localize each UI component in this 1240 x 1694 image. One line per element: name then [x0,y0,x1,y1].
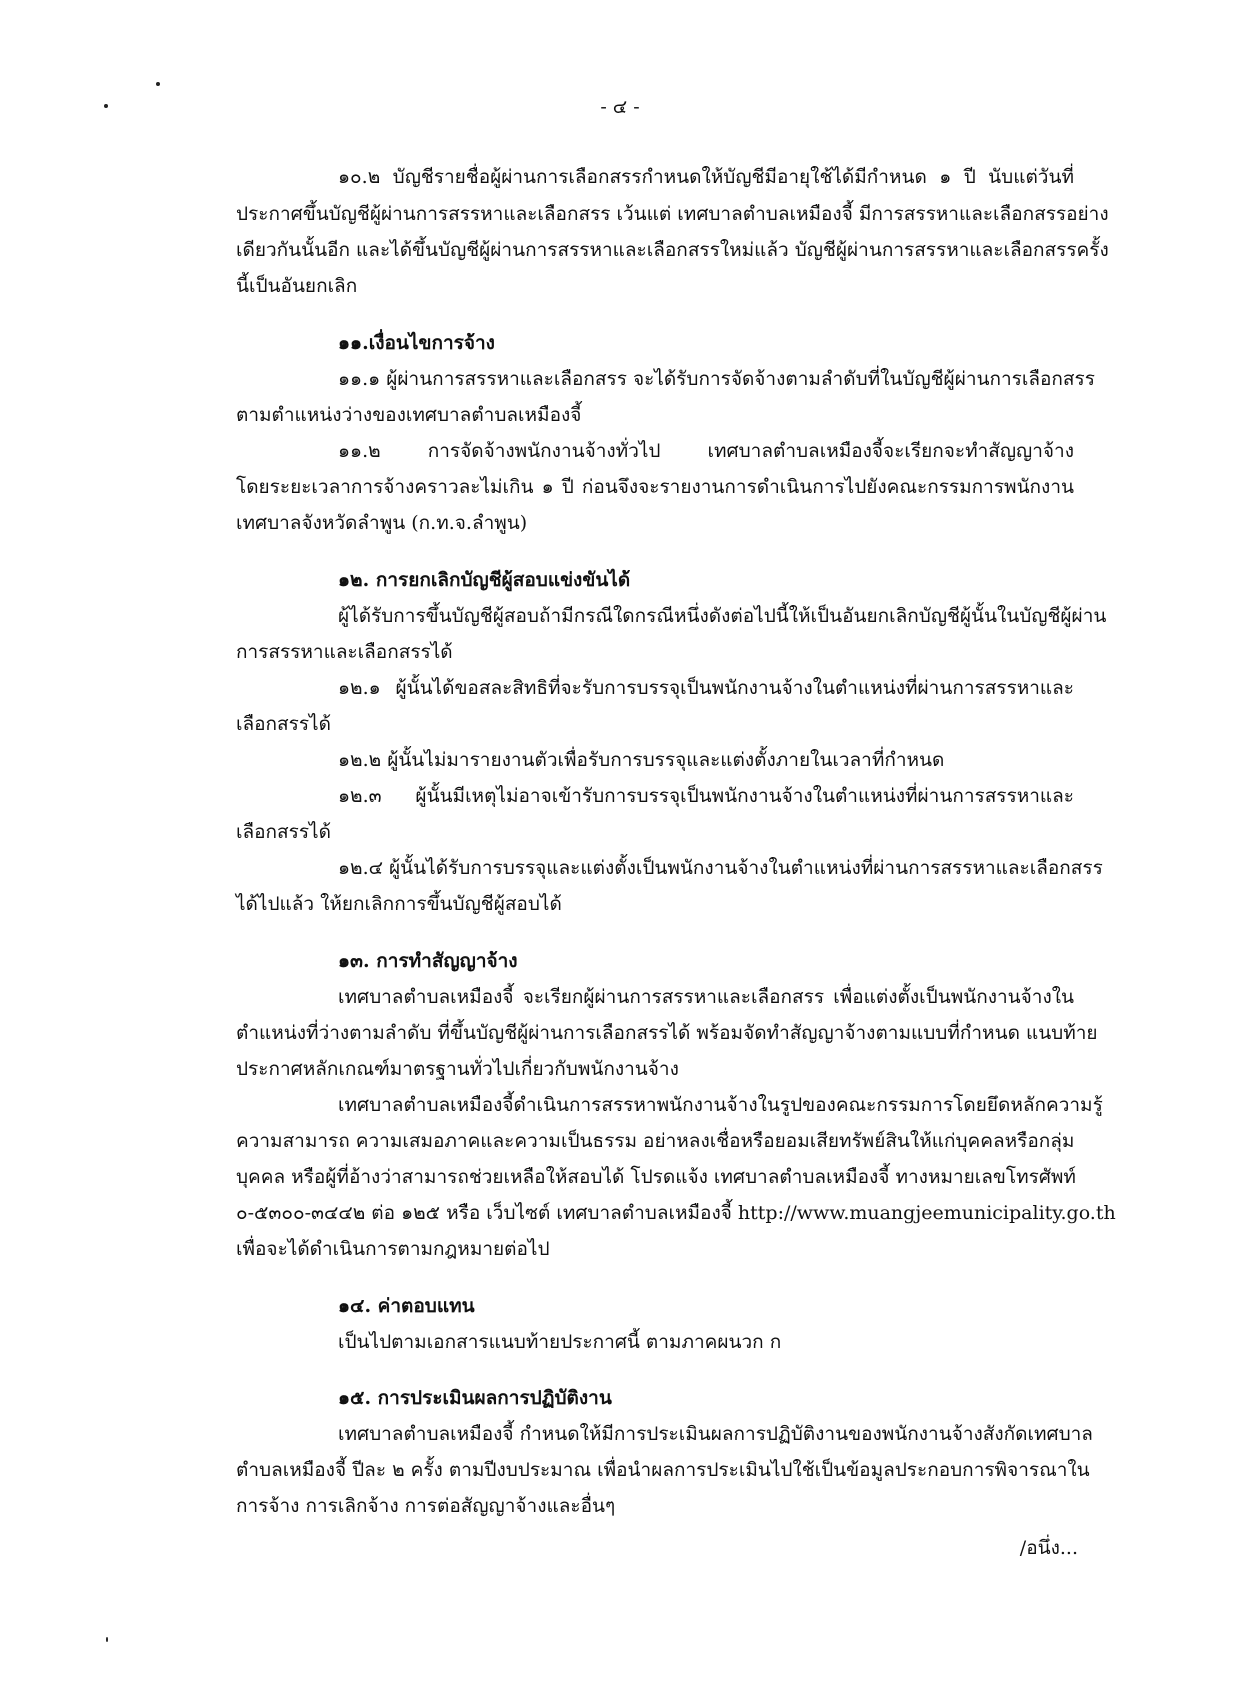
section-heading: ๑๑.เงื่อนไขการจ้าง [338,332,495,354]
paragraph-line: เลือกสรรได้ [236,821,331,843]
paragraph-line: ๑๒.๔ ผู้นั้นได้รับการบรรจุและแต่งตั้งเป็นพนักงานจ้างในตำแหน่งที่ผ่านการสรรหาและเลือกสรร [338,857,1103,879]
paragraph-line: ตามตำแหน่งว่างของเทศบาลตำบลเหมืองจี้ [236,404,582,426]
paragraph-line: ความสามารถ ความเสมอภาคและความเป็นธรรม อย่าหลงเชื่อหรือยอมเสียทรัพย์สินให้แก่บุคคลหรือกลุ่ม [236,1130,1075,1152]
paragraph-line: ตำบลเหมืองจี้ ปีละ ๒ ครั้ง ตามปีงบประมาณ เพื่อนำผลการประเมินไปใช้เป็นข้อมูลประกอบการพิจารณาใน [236,1459,1090,1481]
paragraph-line: ได้ไปแล้ว ให้ยกเลิกการขึ้นบัญชีผู้สอบได้ [236,893,562,915]
paragraph-line: เทศบาลจังหวัดลำพูน (ก.ท.จ.ลำพูน) [236,512,528,534]
paragraph-line: ประกาศหลักเกณฑ์มาตรฐานทั่วไปเกี่ยวกับพนักงานจ้าง [236,1058,679,1080]
paragraph-line: โดยระยะเวลาการจ้างคราวละไม่เกิน ๑ ปี ก่อนจึงจะรายงานการดำเนินการไปยังคณะกรรมการพนักงาน [236,476,1074,498]
paragraph-line: เทศบาลตำบลเหมืองจี้ จะเรียกผู้ผ่านการสรรหาและเลือกสรร เพื่อแต่งตั้งเป็นพนักงานจ้างใน [338,986,1074,1008]
paragraph-line: เลือกสรรได้ [236,713,331,735]
paragraph-line: การจ้าง การเลิกจ้าง การต่อสัญญาจ้างและอื่นๆ [236,1495,616,1517]
paragraph-line: นี้เป็นอันยกเลิก [236,275,358,297]
paragraph-line: บุคคล หรือผู้ที่อ้างว่าสามารถช่วยเหลือให้สอบได้ โปรดแจ้ง เทศบาลตำบลเหมืองจี้ ทางหมายเลขโทรศัพท์ [236,1166,1076,1188]
section-heading: ๑๓. การทำสัญญาจ้าง [338,950,518,972]
paragraph-line: เป็นไปตามเอกสารแนบท้ายประกาศนี้ ตามภาคผนวก ก [338,1331,782,1353]
section-heading: ๑๔. ค่าตอบแทน [338,1295,475,1317]
paragraph-line: ๑๒.๒ ผู้นั้นไม่มารายงานตัวเพื่อรับการบรรจุและแต่งตั้งภายในเวลาที่กำหนด [338,749,945,771]
paragraph-line: ตำแหน่งที่ว่างตามลำดับ ที่ขึ้นบัญชีผู้ผ่านการเลือกสรรได้ พร้อมจัดทำสัญญาจ้างตามแบบที่กำหนด แนบท้าย [236,1022,1098,1044]
paragraph-line: ๑๒.๓ ผู้นั้นมีเหตุไม่อาจเข้ารับการบรรจุเป็นพนักงานจ้างในตำแหน่งที่ผ่านการสรรหาและ [338,785,1074,807]
section-heading: ๑๒. การยกเลิกบัญชีผู้สอบแข่งขันได้ [338,569,631,591]
paragraph-line: ผู้ได้รับการขึ้นบัญชีผู้สอบถ้ามีกรณีใดกรณีหนึ่งดังต่อไปนี้ให้เป็นอันยกเลิกบัญชีผู้นั้นในบัญชีผู้ผ่าน [338,605,1107,627]
paragraph-line: ๑๐.๒ บัญชีรายชื่อผู้ผ่านการเลือกสรรกำหนดให้บัญชีมีอายุใช้ได้มีกำหนด ๑ ปี นับแต่วันที่ [338,166,1074,188]
paragraph-line: เดียวกันนั้นอีก และได้ขึ้นบัญชีผู้ผ่านการสรรหาและเลือกสรรใหม่แล้ว บัญชีผู้ผ่านการสรรหาและเลือกสรรครั้ง [236,239,1109,261]
continuation-note: /อนึ่ง... [1019,1537,1078,1559]
scan-speck [106,1637,108,1642]
paragraph-line: ๑๑.๒ การจัดจ้างพนักงานจ้างทั่วไป เทศบาลตำบลเหมืองจี้จะเรียกจะทำสัญญาจ้าง [338,440,1074,462]
paragraph-line: ๐-๕๓๐๐-๓๔๔๒ ต่อ ๑๒๕ หรือ เว็บไซต์ เทศบาลตำบลเหมืองจี้ http://www.muangjeemunicipality.go.th [236,1202,1116,1224]
page-number: - ๔ - [600,96,640,118]
section-heading: ๑๕. การประเมินผลการปฏิบัติงาน [338,1387,612,1409]
paragraph-line: เทศบาลตำบลเหมืองจี้ กำหนดให้มีการประเมินผลการปฏิบัติงานของพนักงานจ้างสังกัดเทศบาล [338,1423,1093,1445]
paragraph-line: ๑๒.๑ ผู้นั้นได้ขอสละสิทธิที่จะรับการบรรจุเป็นพนักงานจ้างในตำแหน่งที่ผ่านการสรรหาและ [338,677,1074,699]
paragraph-line: เพื่อจะได้ดำเนินการตามกฎหมายต่อไป [236,1238,550,1260]
paragraph-line: ประกาศขึ้นบัญชีผู้ผ่านการสรรหาและเลือกสรร เว้นแต่ เทศบาลตำบลเหมืองจี้ มีการสรรหาและเลือกสรรอย่าง [236,203,1109,225]
paragraph-line: เทศบาลตำบลเหมืองจี้ดำเนินการสรรหาพนักงานจ้างในรูปของคณะกรรมการโดยยึดหลักความรู้ [338,1094,1103,1116]
paragraph-line: การสรรหาและเลือกสรรได้ [236,641,453,663]
scan-speck [156,82,160,86]
paragraph-line: ๑๑.๑ ผู้ผ่านการสรรหาและเลือกสรร จะได้รับการจัดจ้างตามลำดับที่ในบัญชีผู้ผ่านการเลือกสรร [338,368,1095,390]
